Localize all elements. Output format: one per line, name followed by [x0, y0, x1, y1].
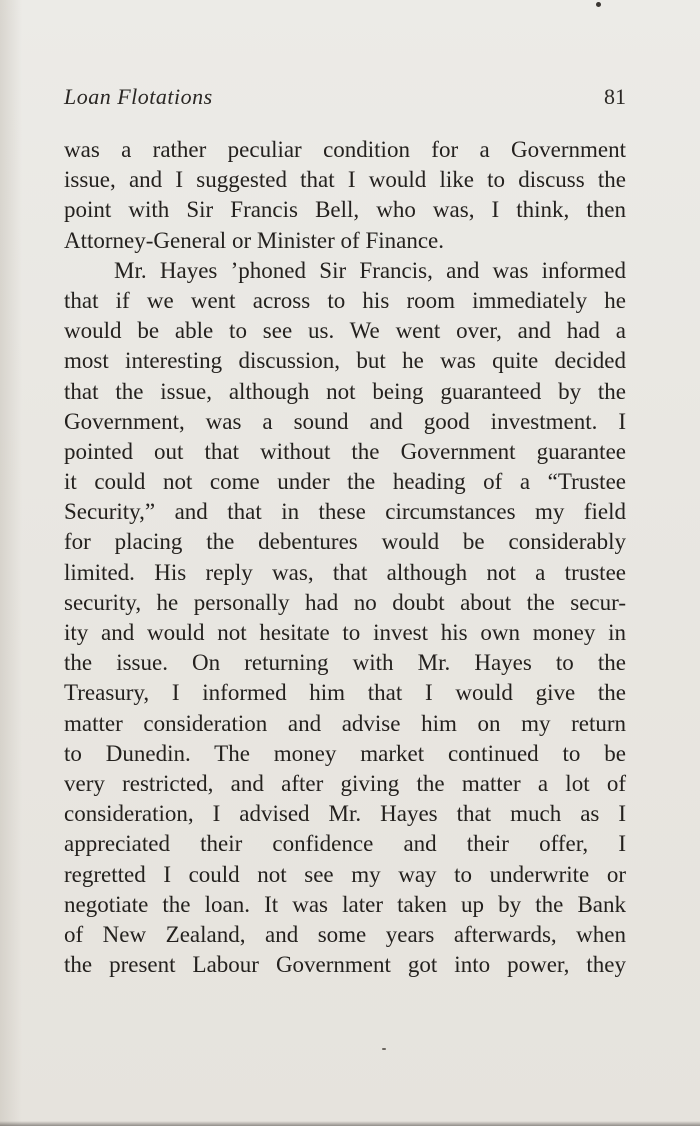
running-head — [64, 84, 626, 114]
text-line: regretted I could not see my way to underwrite or — [64, 861, 626, 887]
text-line: issue, and I suggested that I would like to discuss the — [64, 167, 626, 193]
text-line: it could not come under the heading of a “Trustee — [64, 469, 626, 495]
text-line: for placing the debentures would be considerably — [64, 529, 626, 555]
page-number: 81 — [604, 84, 626, 109]
body-text — [64, 135, 626, 980]
text-line: pointed out that without the Government guarantee — [64, 438, 626, 464]
paper-blemish — [596, 2, 601, 7]
text-line: that the issue, although not being guaranteed by the — [64, 378, 626, 404]
text-line: security, he personally had no doubt about the secur- — [64, 589, 626, 615]
running-title: Loan Flotations — [64, 84, 213, 109]
text-line: very restricted, and after giving the matter a lot of — [64, 770, 626, 796]
text-line: Government, was a sound and good investment. I — [64, 408, 626, 434]
paper-blemish — [382, 1048, 386, 1050]
text-line: the issue. On returning with Mr. Hayes to the — [64, 650, 626, 676]
text-line: was a rather peculiar condition for a Government — [64, 137, 626, 162]
text-line: Attorney-General or Minister of Finance. — [64, 227, 445, 253]
text-line: that if we went across to his room immediately he — [64, 287, 626, 313]
text-line: would be able to see us. We went over, and had a — [64, 318, 626, 344]
text-line: Security,” and that in these circumstances my field — [64, 499, 626, 525]
text-line: point with Sir Francis Bell, who was, I think, then — [64, 197, 626, 223]
text-line: negotiate the loan. It was later taken up by the Bank — [64, 891, 626, 917]
text-line: to Dunedin. The money market continued to be — [64, 740, 626, 766]
text-line: Mr. Hayes ’phoned Sir Francis, and was informed — [114, 257, 626, 283]
text-line: ity and would not hesitate to invest his own money in — [64, 620, 626, 645]
text-line: appreciated their confidence and their offer, I — [64, 831, 626, 857]
text-line: Treasury, I informed him that I would give the — [64, 680, 626, 706]
text-line: consideration, I advised Mr. Hayes that much as I — [64, 801, 626, 827]
text-line: limited. His reply was, that although not a trustee — [64, 559, 626, 585]
text-line: matter consideration and advise him on my return — [64, 710, 626, 736]
text-line: the present Labour Government got into power, they — [64, 952, 626, 978]
text-line: of New Zealand, and some years afterwards, when — [64, 921, 626, 947]
text-line: most interesting discussion, but he was quite decided — [64, 348, 626, 374]
